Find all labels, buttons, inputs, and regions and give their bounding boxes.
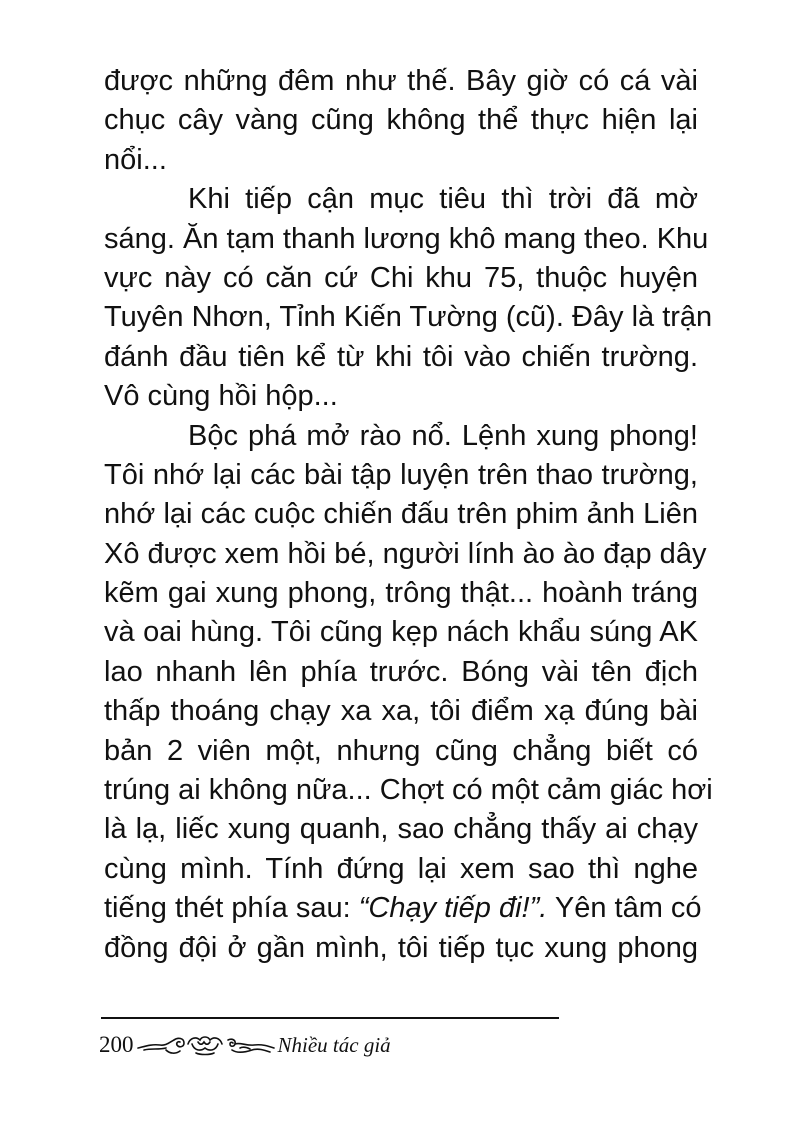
text-line: vực này có căn cứ Chi khu 75, thuộc huyện <box>104 261 698 294</box>
body-text <box>104 62 713 968</box>
text-line: là lạ, liếc xung quanh, sao chẳng thấy ai chạy <box>104 813 698 846</box>
text-line: nổi... <box>104 143 167 176</box>
text-line: Tuyên Nhơn, Tỉnh Kiến Tường (cũ). Đây là trận <box>104 301 713 334</box>
text-line: và oai hùng. Tôi cũng kẹp nách khẩu súng AK <box>104 616 698 649</box>
flourish-ornament-icon <box>136 1032 276 1058</box>
text-line: Xô được xem hồi bé, người lính ào ào đạp dây <box>104 537 707 570</box>
book-title: Nhiều tác giả <box>277 1033 391 1057</box>
page-number: 200 <box>99 1032 134 1057</box>
text-line: được những đêm như thế. Bây giờ có cá vài <box>104 65 698 97</box>
text-line: nhớ lại các cuộc chiến đấu trên phim ảnh Liên <box>104 498 698 531</box>
quoted-speech: “Chạy tiếp đi!”. <box>358 892 548 925</box>
text-line: bản 2 viên một, nhưng cũng chẳng biết có <box>104 734 698 767</box>
text-line: trúng ai không nữa... Chợt có một cảm giác hơi <box>104 774 713 807</box>
text-line: Bộc phá mở rào nổ. Lệnh xung phong! <box>188 419 698 452</box>
text-line: Khi tiếp cận mục tiêu thì trời đã mờ <box>188 183 698 216</box>
text-line: kẽm gai xung phong, trông thật... hoành tráng <box>104 577 698 610</box>
text-line: sáng. Ăn tạm thanh lương khô mang theo. Khu <box>104 222 709 255</box>
text-line: chục cây vàng cũng không thể thực hiện lại <box>104 104 698 137</box>
text-line: Vô cùng hồi hộp... <box>104 380 338 413</box>
text-line: đồng đội ở gần mình, tôi tiếp tục xung phong <box>104 931 698 964</box>
text-line: lao nhanh lên phía trước. Bóng vài tên địch <box>104 655 698 688</box>
text-line: Tôi nhớ lại các bài tập luyện trên thao trường, <box>104 458 698 491</box>
page-footer <box>99 1028 391 1062</box>
text-line: cùng mình. Tính đứng lại xem sao thì nghe <box>104 852 698 885</box>
text-fragment: Yên tâm có <box>547 892 702 925</box>
text-line: thấp thoáng chạy xa xa, tôi điểm xạ đúng bài <box>104 695 698 728</box>
text-line: đánh đầu tiên kể từ khi tôi vào chiến trường. <box>104 340 698 373</box>
footer-rule <box>101 1017 559 1019</box>
text-fragment: tiếng thét phía sau: <box>104 892 359 925</box>
text-line-with-quote <box>104 889 702 928</box>
